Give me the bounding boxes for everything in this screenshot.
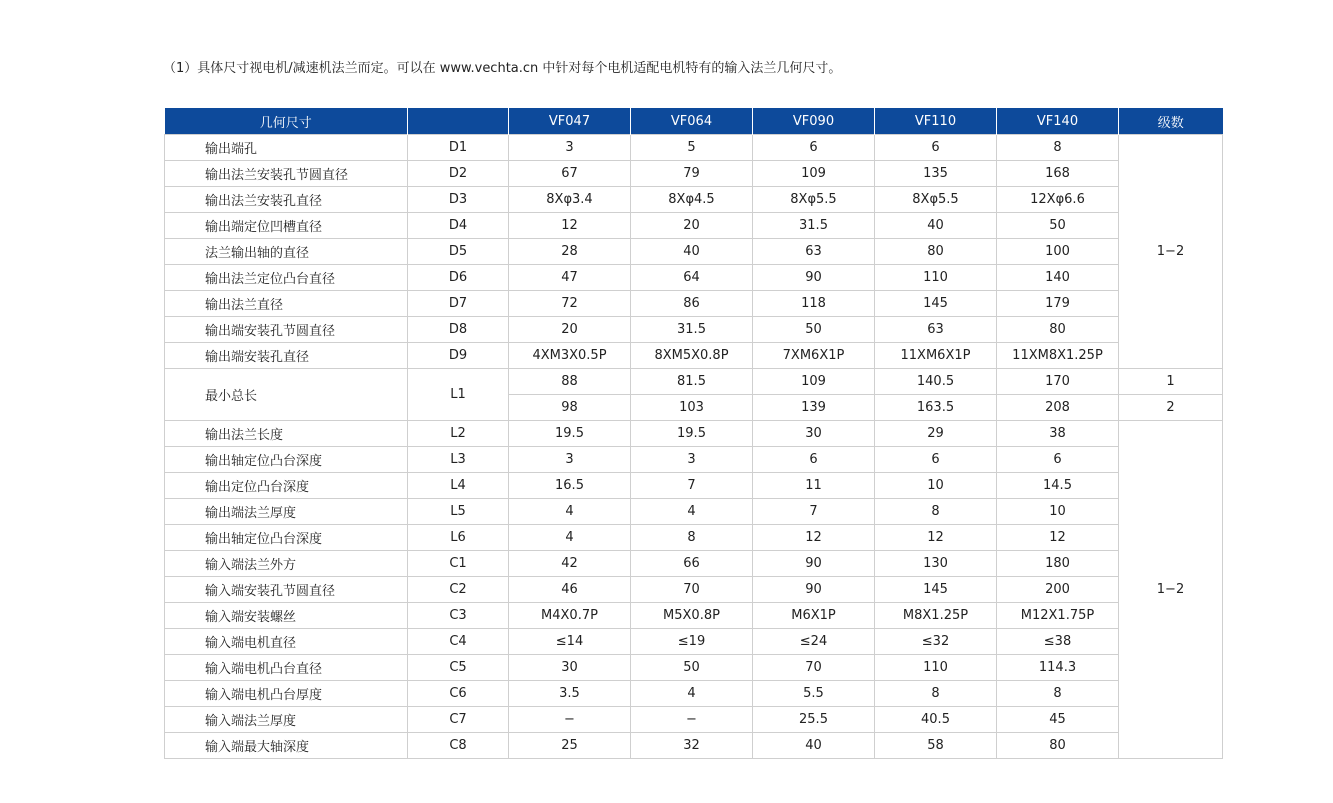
value-vf047: 67 (509, 161, 631, 187)
value-vf064: 5 (631, 135, 753, 161)
value-vf047: 4 (509, 499, 631, 525)
value-vf090: 7XM6X1P (753, 343, 875, 369)
value-vf090: 118 (753, 291, 875, 317)
value-vf140: 10 (997, 499, 1119, 525)
dimension-symbol: C8 (408, 733, 509, 759)
table-row (165, 603, 1223, 629)
dimension-name: 法兰输出轴的直径 (165, 239, 408, 265)
value-vf110: 29 (875, 421, 997, 447)
table-row (165, 629, 1223, 655)
dimension-symbol: D8 (408, 317, 509, 343)
value-vf090: 90 (753, 551, 875, 577)
value-vf110: M8X1.25P (875, 603, 997, 629)
value-vf140: 114.3 (997, 655, 1119, 681)
footnote: （1）具体尺寸视电机/减速机法兰而定。可以在 www.vechta.cn 中针对每个电机适配电机特有的输入法兰几何尺寸。 (163, 61, 842, 76)
value-vf140: 8 (997, 681, 1119, 707)
value-vf064: 19.5 (631, 421, 753, 447)
dimension-name: 输入端安装螺丝 (165, 603, 408, 629)
dimension-symbol: L5 (408, 499, 509, 525)
value-vf064: 3 (631, 447, 753, 473)
stage-cell: 1 (1119, 369, 1223, 395)
dimension-symbol: D4 (408, 213, 509, 239)
value-vf064: 81.5 (631, 369, 753, 395)
value-vf140: 80 (997, 733, 1119, 759)
dimension-name: 输出端安装孔节圆直径 (165, 317, 408, 343)
value-vf047: 47 (509, 265, 631, 291)
value-vf064: 8 (631, 525, 753, 551)
table-row (165, 525, 1223, 551)
value-vf110: 145 (875, 291, 997, 317)
value-vf140: 140 (997, 265, 1119, 291)
value-vf110: 8Xφ5.5 (875, 187, 997, 213)
header-dimension: 几何尺寸 (165, 108, 408, 135)
value-vf140: M12X1.75P (997, 603, 1119, 629)
value-vf110: 130 (875, 551, 997, 577)
value-vf090: 11 (753, 473, 875, 499)
value-vf064: M5X0.8P (631, 603, 753, 629)
value-vf047: − (509, 707, 631, 733)
dimension-symbol: D3 (408, 187, 509, 213)
dimension-name: 输出法兰长度 (165, 421, 408, 447)
dimension-name: 输入端法兰厚度 (165, 707, 408, 733)
dimension-name: 输入端电机直径 (165, 629, 408, 655)
value-vf140: 38 (997, 421, 1119, 447)
value-vf064: 66 (631, 551, 753, 577)
value-vf140: 12Xφ6.6 (997, 187, 1119, 213)
value-vf140: 80 (997, 317, 1119, 343)
dimension-name: 输出端法兰厚度 (165, 499, 408, 525)
value-vf047: ≤14 (509, 629, 631, 655)
dimension-symbol: L1 (408, 369, 509, 421)
table-row (165, 213, 1223, 239)
dimension-name: 输出端安装孔直径 (165, 343, 408, 369)
value-vf064: ≤19 (631, 629, 753, 655)
value-vf047: 72 (509, 291, 631, 317)
table-row (165, 239, 1223, 265)
dimension-name: 输出法兰定位凸台直径 (165, 265, 408, 291)
value-vf047: M4X0.7P (509, 603, 631, 629)
header-vf047: VF047 (509, 108, 631, 135)
table-row (165, 499, 1223, 525)
value-vf110: 145 (875, 577, 997, 603)
value-vf090: M6X1P (753, 603, 875, 629)
table-row (165, 577, 1223, 603)
value-vf110: 58 (875, 733, 997, 759)
dimension-symbol: C1 (408, 551, 509, 577)
table-row (165, 369, 1223, 395)
value-vf047: 3.5 (509, 681, 631, 707)
value-vf140: 11XM8X1.25P (997, 343, 1119, 369)
value-vf090: 30 (753, 421, 875, 447)
value-vf110: ≤32 (875, 629, 997, 655)
table-row (165, 343, 1223, 369)
table-row (165, 421, 1223, 447)
stage-cell: 2 (1119, 395, 1223, 421)
value-vf064: 4 (631, 499, 753, 525)
value-vf047: 12 (509, 213, 631, 239)
value-vf090: 63 (753, 239, 875, 265)
dimension-name: 输入端最大轴深度 (165, 733, 408, 759)
header-stages: 级数 (1119, 108, 1223, 135)
value-vf140: 180 (997, 551, 1119, 577)
value-vf090: 40 (753, 733, 875, 759)
dimension-symbol: L3 (408, 447, 509, 473)
dimension-symbol: C6 (408, 681, 509, 707)
value-vf140: 6 (997, 447, 1119, 473)
value-vf110: 6 (875, 135, 997, 161)
value-vf090: 109 (753, 369, 875, 395)
value-vf140: 168 (997, 161, 1119, 187)
value-vf110: 140.5 (875, 369, 997, 395)
value-vf140: 179 (997, 291, 1119, 317)
value-vf140: 12 (997, 525, 1119, 551)
value-vf110: 110 (875, 265, 997, 291)
dimension-name: 输入端安装孔节圆直径 (165, 577, 408, 603)
dimension-name: 输出端孔 (165, 135, 408, 161)
value-vf090: 50 (753, 317, 875, 343)
header-vf064: VF064 (631, 108, 753, 135)
value-vf064: 7 (631, 473, 753, 499)
dimension-symbol: D1 (408, 135, 509, 161)
value-vf140: 208 (997, 395, 1119, 421)
header-vf110: VF110 (875, 108, 997, 135)
value-vf090: 7 (753, 499, 875, 525)
value-vf047: 3 (509, 447, 631, 473)
dimension-name: 输出法兰安装孔节圆直径 (165, 161, 408, 187)
value-vf090: 6 (753, 447, 875, 473)
value-vf047: 30 (509, 655, 631, 681)
value-vf064: 70 (631, 577, 753, 603)
value-vf090: 90 (753, 577, 875, 603)
table-row (165, 265, 1223, 291)
dimension-symbol: D2 (408, 161, 509, 187)
dimension-name: 输出法兰直径 (165, 291, 408, 317)
dimension-name: 输出轴定位凸台深度 (165, 447, 408, 473)
value-vf064: 50 (631, 655, 753, 681)
value-vf140: 8 (997, 135, 1119, 161)
value-vf047: 3 (509, 135, 631, 161)
dimension-symbol: D7 (408, 291, 509, 317)
header-symbol (408, 108, 509, 135)
value-vf047: 8Xφ3.4 (509, 187, 631, 213)
table-row (165, 187, 1223, 213)
table-row (165, 291, 1223, 317)
dimension-symbol: C2 (408, 577, 509, 603)
table-row (165, 161, 1223, 187)
value-vf047: 88 (509, 369, 631, 395)
value-vf110: 163.5 (875, 395, 997, 421)
value-vf140: 200 (997, 577, 1119, 603)
value-vf110: 10 (875, 473, 997, 499)
dimension-symbol: C4 (408, 629, 509, 655)
value-vf140: 45 (997, 707, 1119, 733)
value-vf110: 63 (875, 317, 997, 343)
value-vf110: 135 (875, 161, 997, 187)
dimension-name: 输出定位凸台深度 (165, 473, 408, 499)
table-row (165, 135, 1223, 161)
value-vf090: 12 (753, 525, 875, 551)
dimension-name: 输出轴定位凸台深度 (165, 525, 408, 551)
value-vf090: ≤24 (753, 629, 875, 655)
dimension-symbol: L4 (408, 473, 509, 499)
header-vf090: VF090 (753, 108, 875, 135)
value-vf047: 20 (509, 317, 631, 343)
table-header-row (165, 108, 1223, 135)
value-vf064: 4 (631, 681, 753, 707)
value-vf064: 86 (631, 291, 753, 317)
value-vf047: 25 (509, 733, 631, 759)
value-vf064: 79 (631, 161, 753, 187)
table-row (165, 447, 1223, 473)
dimension-symbol: L2 (408, 421, 509, 447)
value-vf064: 32 (631, 733, 753, 759)
dimension-symbol: C5 (408, 655, 509, 681)
value-vf110: 6 (875, 447, 997, 473)
value-vf064: 8XM5X0.8P (631, 343, 753, 369)
value-vf090: 70 (753, 655, 875, 681)
dimension-name: 输出端定位凹槽直径 (165, 213, 408, 239)
value-vf047: 16.5 (509, 473, 631, 499)
table-row (165, 681, 1223, 707)
value-vf064: 20 (631, 213, 753, 239)
value-vf110: 40 (875, 213, 997, 239)
stage-cell: 1−2 (1119, 421, 1223, 759)
dimension-symbol: L6 (408, 525, 509, 551)
dimension-symbol: C7 (408, 707, 509, 733)
value-vf110: 80 (875, 239, 997, 265)
value-vf110: 12 (875, 525, 997, 551)
value-vf064: 103 (631, 395, 753, 421)
value-vf047: 42 (509, 551, 631, 577)
value-vf047: 98 (509, 395, 631, 421)
value-vf140: 170 (997, 369, 1119, 395)
dimension-symbol: D9 (408, 343, 509, 369)
value-vf064: 31.5 (631, 317, 753, 343)
value-vf110: 8 (875, 499, 997, 525)
dimension-symbol: C3 (408, 603, 509, 629)
value-vf090: 109 (753, 161, 875, 187)
dimension-name: 输入端电机凸台厚度 (165, 681, 408, 707)
table-row (165, 551, 1223, 577)
value-vf047: 46 (509, 577, 631, 603)
value-vf140: ≤38 (997, 629, 1119, 655)
dimension-name: 输入端电机凸台直径 (165, 655, 408, 681)
value-vf090: 31.5 (753, 213, 875, 239)
dimension-name: 最小总长 (165, 369, 408, 421)
value-vf090: 25.5 (753, 707, 875, 733)
value-vf047: 4 (509, 525, 631, 551)
value-vf064: 40 (631, 239, 753, 265)
value-vf047: 4XM3X0.5P (509, 343, 631, 369)
value-vf047: 28 (509, 239, 631, 265)
value-vf064: 8Xφ4.5 (631, 187, 753, 213)
dimension-name: 输出法兰安装孔直径 (165, 187, 408, 213)
stage-cell: 1−2 (1119, 135, 1223, 369)
value-vf090: 8Xφ5.5 (753, 187, 875, 213)
dimension-symbol: D6 (408, 265, 509, 291)
value-vf047: 19.5 (509, 421, 631, 447)
dimension-symbol: D5 (408, 239, 509, 265)
value-vf140: 14.5 (997, 473, 1119, 499)
value-vf090: 139 (753, 395, 875, 421)
value-vf090: 90 (753, 265, 875, 291)
value-vf140: 50 (997, 213, 1119, 239)
dimension-name: 输入端法兰外方 (165, 551, 408, 577)
table-row (165, 473, 1223, 499)
value-vf090: 6 (753, 135, 875, 161)
value-vf110: 110 (875, 655, 997, 681)
value-vf090: 5.5 (753, 681, 875, 707)
table-row (165, 733, 1223, 759)
value-vf140: 100 (997, 239, 1119, 265)
value-vf110: 40.5 (875, 707, 997, 733)
table-row (165, 317, 1223, 343)
table-row (165, 707, 1223, 733)
value-vf110: 8 (875, 681, 997, 707)
table-row (165, 655, 1223, 681)
value-vf110: 11XM6X1P (875, 343, 997, 369)
dimension-table (164, 108, 1223, 759)
header-vf140: VF140 (997, 108, 1119, 135)
value-vf064: 64 (631, 265, 753, 291)
value-vf064: − (631, 707, 753, 733)
